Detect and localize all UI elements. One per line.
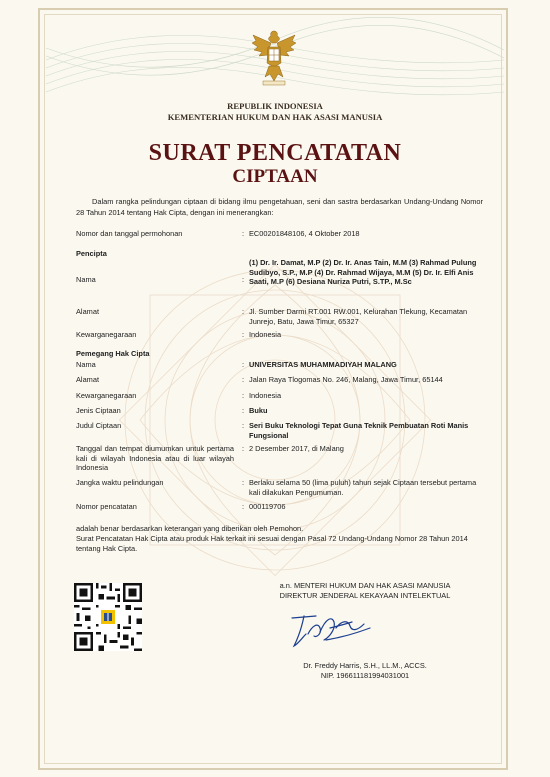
work-published-value: 2 Desember 2017, di Malang: [249, 444, 344, 453]
creator-section-label: Pencipta: [76, 249, 107, 258]
holder-nationality-label: Kewarganegaraan: [76, 391, 137, 400]
qr-code-icon: [74, 583, 142, 651]
signatory-position: DIREKTUR JENDERAL KEKAYAAN INTELEKTUAL: [279, 591, 451, 600]
application-label: Nomor dan tanggal permohonan: [76, 229, 183, 238]
creator-nationality-value: Indonesia: [249, 330, 282, 339]
creator-nationality-label: Kewarganegaraan: [76, 330, 137, 339]
work-type-label: Jenis Ciptaan: [76, 406, 121, 415]
handwritten-signature: [286, 608, 376, 652]
work-title-value: Seri Buku Teknologi Tepat Guna Teknik Pembuatan Roti Manis Fungsional: [249, 421, 469, 440]
header-ministry: KEMENTERIAN HUKUM DAN HAK ASASI MANUSIA: [167, 112, 383, 122]
holder-address-label: Alamat: [76, 375, 100, 384]
document-title: SURAT PENCATATAN: [148, 140, 402, 166]
signatory-nip: NIP. 196611181994031001: [320, 671, 410, 680]
holder-name-value: UNIVERSITAS MUHAMMADIYAH MALANG: [249, 360, 397, 369]
footer-legal-note: Surat Pencatatan Hak Cipta atau produk Hak terkait ini sesuai dengan Pasal 72 Undang-Undang Nomor 28 Tahun 2014 tentang Hak Cipta.: [76, 534, 468, 553]
record-number-value: 000119706: [249, 502, 286, 511]
creator-name-value: (1) Dr. Ir. Damat, M.P (2) Dr. Ir. Anas Tain, M.M (3) Rahmad Pulung Sudibyo, S.P., M.P (4) Dr. Rahmad Wijaya, M.M (5) Dr. Ir. Elfi Anis Saati, M.P (6) Desiana Nuriza Putri, S.TP., M.Sc: [249, 258, 477, 286]
work-published-label: Tanggal dan tempat diumumkan untuk pertama kali di wilayah Indonesia atau di luar wilayah Indonesia: [76, 444, 234, 472]
signatory-name: Dr. Freddy Harris, S.H., LL.M., ACCS.: [303, 661, 427, 670]
creator-name-label: Nama: [76, 275, 96, 284]
signatory-on-behalf: a.n. MENTERI HUKUM DAN HAK ASASI MANUSIA: [279, 581, 451, 590]
work-type-value: Buku: [249, 406, 268, 415]
work-title-label: Judul Ciptaan: [76, 421, 122, 430]
holder-address-value: Jalan Raya Tlogomas No. 246, Malang, Jawa Timur, 65144: [249, 375, 443, 384]
holder-name-label: Nama: [76, 360, 96, 369]
footer-statement: adalah benar berdasarkan keterangan yang diberikan oleh Pemohon.: [76, 524, 304, 533]
creator-address-value: Jl. Sumber Darmi RT.001 RW.001, Kelurahan Tlekung, Kecamatan Junrejo, Batu, Jawa Timur, 65327: [249, 307, 468, 326]
garuda-emblem-icon: [251, 27, 297, 87]
application-value: EC00201848106, 4 Oktober 2018: [249, 229, 360, 238]
creator-address-label: Alamat: [76, 307, 100, 316]
holder-section-label: Pemegang Hak Cipta: [76, 349, 150, 358]
certificate-page: REPUBLIK INDONESIA KEMENTERIAN HUKUM DAN HAK ASASI MANUSIA SURAT PENCATATAN CIPTAAN Dalam rangka pelindungan ciptaan di bidang ilmu pengetahuan, seni dan sastra berdasarkan Undang-Undang Nomor 28 Tahun 2014 tentang Hak Cipta, dengan ini menerangkan: Nomor dan tanggal permohonan : EC00201848106, 4 Oktober 2018 Pencipta Nama : (1) Dr. Ir. Damat, M.P (2) Dr. Ir. Anas Tain, M.M (3) Rahmad Pulung Sudibyo, S.P., M.P (4) Dr. Rahmad Wijaya, M.M (5) Dr. Ir. Elfi Anis Saati, M.P (6) Desiana Nuriza Putri, S.TP., M.Sc Alamat : Jl. Sumber Darmi RT.001 RW.001, Kelurahan Tlekung, Kecamatan Junrejo, Batu, Jawa Timur, 65327 Kewarganegaraan : Indonesia Pemegang Hak Cipta Nama : UNIVERSITAS MUHAMMADIYAH MALANG Alamat : Jalan Raya Tlogomas No. 246, Malang, Jawa Timur, 65144 Kewarganegaraan : Indonesia Jenis Ciptaan : Buku Judul Ciptaan : Seri Buku Teknologi Tepat Guna Teknik Pembuatan Roti Manis Fungsional Tanggal dan tempat diumumkan untuk pertama kali di wilayah Indonesia atau di luar wilayah Indonesia : 2 Desember 2017, di Malang Jangka waktu pelindungan : Berlaku selama 50 (lima puluh) tahun sejak Ciptaan tersebut pertama kali dilakukan Pengumuman. Nomor pencatatan : 000119706 adalah benar berdasarkan keterangan yang diberikan oleh Pemohon. Surat Pencatatan Hak Cipta atau produk Hak terkait ini sesuai dengan Pasal 72 Undang-Undang Nomor 28 Tahun 2014 tentang Hak Cipta. a.n. MENTERI HUKUM DAN HAK ASASI MANUSIA DIREKTUR JENDERAL KEKAYAAN INTELEKTUAL Dr. Freddy Harris, S.H., LL.M., ACCS. NIP. 196611181994031001: [0, 0, 550, 777]
work-term-label: Jangka waktu pelindungan: [76, 478, 164, 487]
document-subtitle: CIPTAAN: [232, 166, 318, 187]
work-term-value: Berlaku selama 50 (lima puluh) tahun sejak Ciptaan tersebut pertama kali dilakukan Pengumuman.: [249, 478, 477, 497]
holder-nationality-value: Indonesia: [249, 391, 282, 400]
record-number-label: Nomor pencatatan: [76, 502, 137, 511]
header-country: REPUBLIK INDONESIA: [227, 101, 323, 111]
intro-paragraph: Dalam rangka pelindungan ciptaan di bidang ilmu pengetahuan, seni dan sastra berdasarkan Undang-Undang Nomor 28 Tahun 2014 tentang Hak Cipta, dengan ini menerangkan:: [76, 197, 483, 217]
inner-border: [44, 14, 502, 764]
